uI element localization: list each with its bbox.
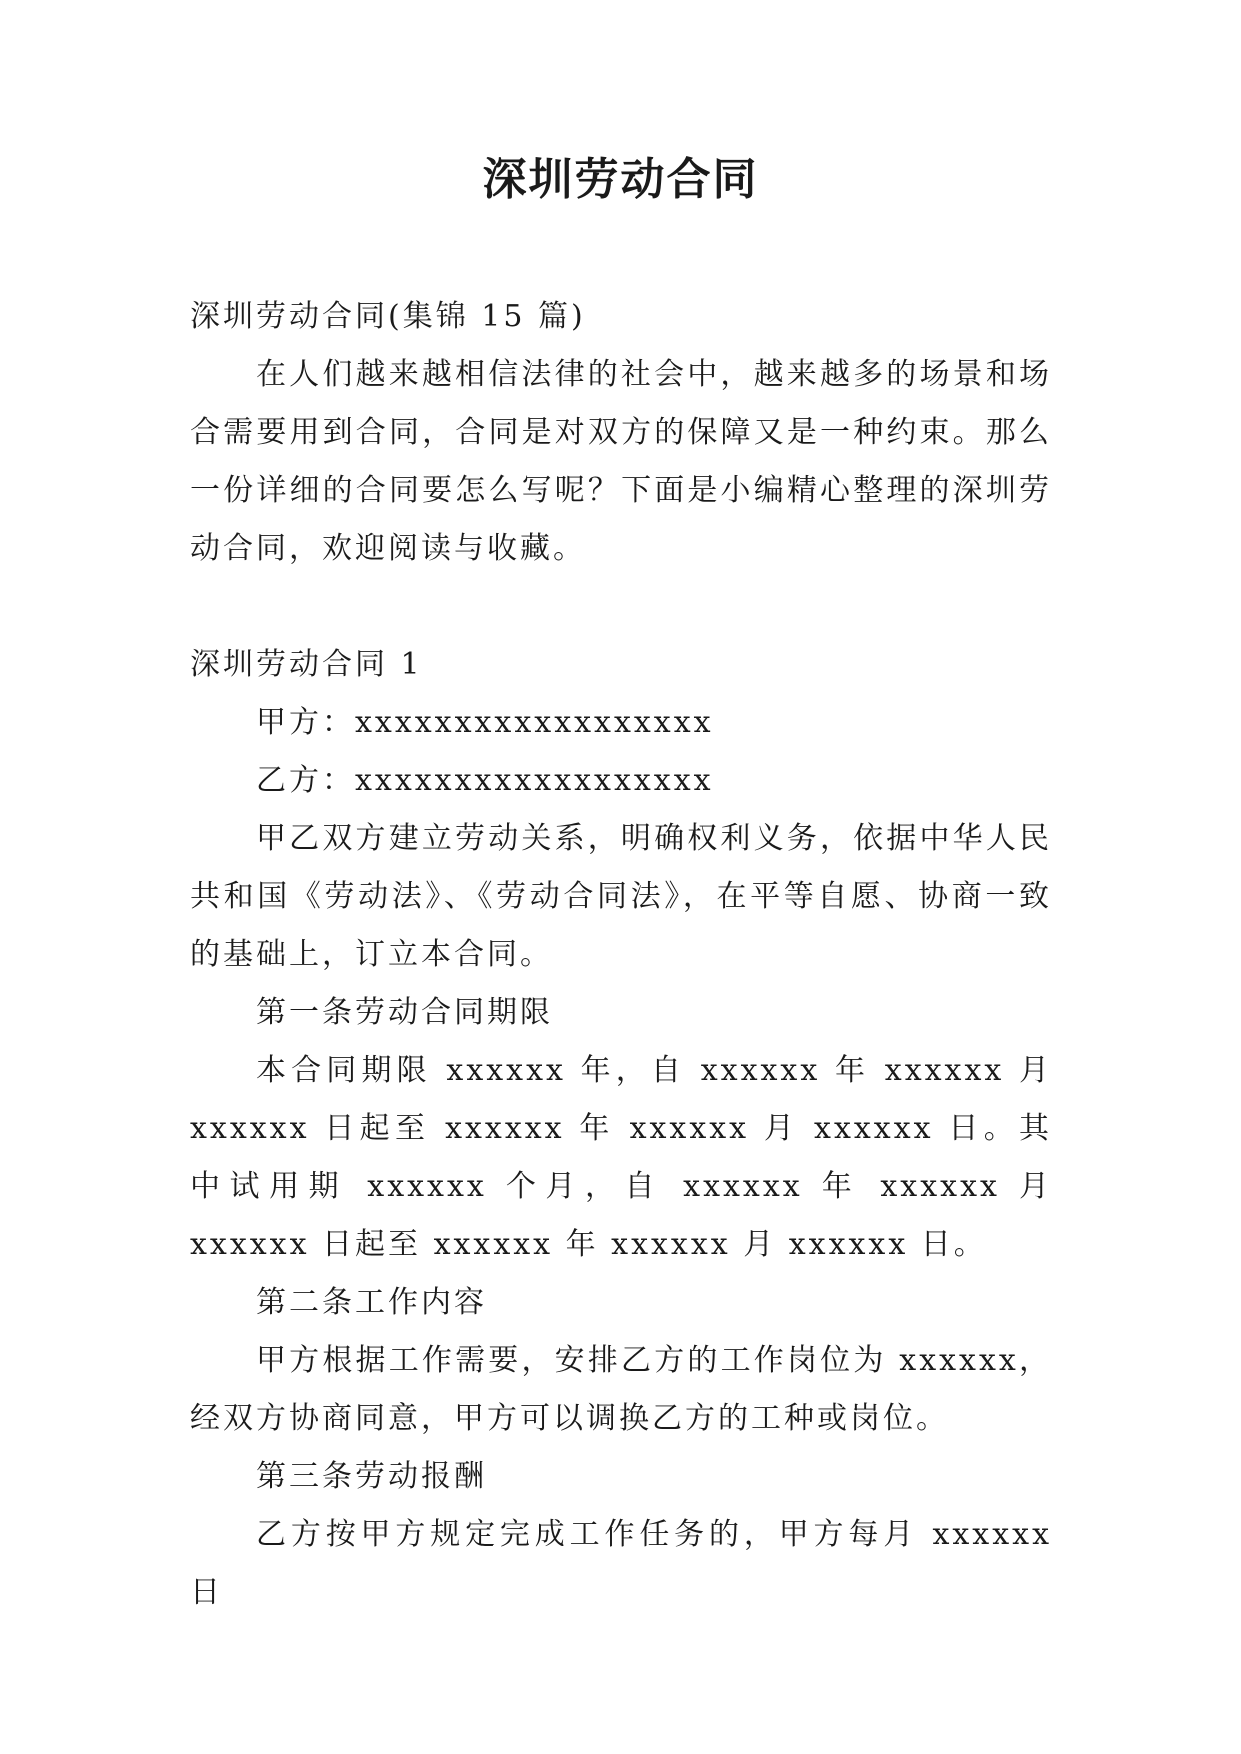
- document-title: 深圳劳动合同: [482, 154, 759, 205]
- intro-paragraph: 在人们越来越相信法律的社会中，越来越多的场景和场合需要用到合同，合同是对双方的保障又是一种约束。那么一份详细的合同要怎么写呢？下面是小编精心整理的深圳劳动合同，欢迎阅读与收藏。: [190, 357, 1052, 566]
- article1-body: 本合同期限 xxxxxx 年，自 xxxxxx 年 xxxxxx 月 xxxxxx 日起至 xxxxxx 年 xxxxxx 月 xxxxxx 日。其中试用期 xxxxxx 个月，自 xxxxxx 年 xxxxxx 月 xxxxxx 日起至 xxxxxx 年 xxxxxx 月 xxxxxx 日。: [190, 1053, 1052, 1262]
- article2-heading: 第二条工作内容: [256, 1285, 487, 1320]
- preamble-paragraph: 甲乙双方建立劳动关系，明确权利义务，依据中华人民共和国《劳动法》、《劳动合同法》，在平等自愿、协商一致的基础上，订立本合同。: [190, 821, 1052, 972]
- document-subtitle: 深圳劳动合同(集锦 15 篇): [190, 299, 586, 334]
- article3-body: 乙方按甲方规定完成工作任务的，甲方每月 xxxxxx 日: [190, 1517, 1052, 1610]
- section-heading: 深圳劳动合同 1: [190, 647, 423, 682]
- article2-body: 甲方根据工作需要，安排乙方的工作岗位为 xxxxxx，经双方协商同意，甲方可以调换乙方的工种或岗位。: [190, 1343, 1052, 1436]
- article3-heading: 第三条劳动报酬: [256, 1459, 487, 1494]
- article1-heading: 第一条劳动合同期限: [256, 995, 553, 1030]
- document-body: [190, 288, 1052, 1622]
- paragraph-gap: [190, 578, 1052, 636]
- party-a-line: 甲方：xxxxxxxxxxxxxxxxxx: [256, 705, 714, 740]
- party-b-line: 乙方：xxxxxxxxxxxxxxxxxx: [256, 763, 714, 798]
